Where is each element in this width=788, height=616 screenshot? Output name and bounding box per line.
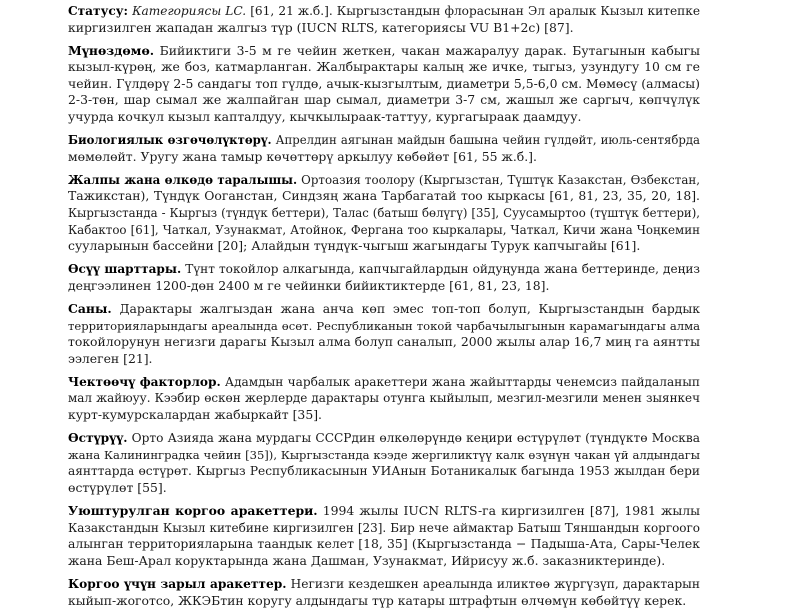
text-span: Адамдын чарбалык аракеттери жана жайыттарды ченемсиз пайдаланып xyxy=(220,374,700,389)
text-line: аянттарда өстүрөт. Кыргыз Республикасынын УИАнын Ботаникалык багында 1953 жылдан бери xyxy=(68,464,700,479)
section-heading: Статусу: xyxy=(68,4,128,18)
section-biology xyxy=(68,132,700,165)
text-line xyxy=(68,172,700,189)
section-population xyxy=(68,301,700,367)
text-span: Ортоазия тоолору (Кыргызстан, Түштүк Казакстан, Өзбекстан, xyxy=(297,172,700,187)
section-protection-measures xyxy=(68,503,700,569)
section-description xyxy=(68,43,700,126)
text-line: курт-кумурскалардан жабыркайт [35]. xyxy=(68,407,322,423)
section-heading: Уюштурулган коргоо аракеттери. xyxy=(68,503,318,519)
section-growth-conditions xyxy=(68,261,700,294)
text-span: Дарактары жалгыздан жана анча көп эмес топ-топ болуп, Кыргызстандын бардык xyxy=(111,301,700,316)
text-line xyxy=(68,503,700,520)
document-page xyxy=(68,3,700,616)
text-line: учурда кочкул кызыл капталдуу, кычкылыраак-таттуу, кургагыраак даамдуу. xyxy=(68,109,582,125)
text-line xyxy=(68,301,700,318)
section-heading: Чектөөчү факторлор. xyxy=(68,374,221,389)
text-span: Негизги кездешкен ареалында иликтөө жүргүзүп, дарактарын xyxy=(286,576,700,591)
text-span: 1994 жылы IUCN RLTS-га киргизилген [87], 1981 жылы xyxy=(317,503,700,519)
section-heading: Жалпы жана өлкөдө таралышы. xyxy=(68,172,298,187)
section-required-actions xyxy=(68,576,700,609)
text-line: мал жайюуу. Кээбир өскөн жерлерде дарактары отунга кыйылып, мезгил-мезгили менен зыянкеч xyxy=(68,391,700,406)
section-heading: Саны. xyxy=(68,301,112,316)
section-cultivation xyxy=(68,430,700,496)
text-line: жана Беш-Арал коруктарында жана Дашман, Узунакмат, Ийрисуу ж.б. заказниктеринде). xyxy=(68,552,666,568)
text-line: Казакстандын Кызыл китебине киргизилген [23]. Бир нече аймактар Батыш Тяншандын коргоого xyxy=(68,520,700,535)
text-line: кыйып-жоготсо, ЖКЭБтин коругу алдындагы түр катары штрафтын өлчөмүн көбөйтүү керек. xyxy=(68,592,687,608)
section-heading: Биологиялык өзгөчөлүктөрү. xyxy=(68,133,272,148)
text-line xyxy=(68,3,700,20)
section-distribution xyxy=(68,172,700,255)
text-line: деңгээлинен 1200-дөн 2400 м ге чейинки бийиктиктерде [61, 81, 23, 18]. xyxy=(68,277,550,293)
text-line: ээлеген [21]. xyxy=(68,350,153,366)
section-heading: Коргоо үчүн зарыл аракеттер. xyxy=(68,576,287,591)
section-heading: Мүнөздөмө. xyxy=(68,42,155,58)
text-span: Орто Азияда жана мурдагы СССРдин өлкөлөрүндө кеңири өстүрүлөт (түндүктө Москва xyxy=(127,431,700,446)
text-line: өстүрүлөт [55]. xyxy=(68,479,167,495)
text-line: чейин. Гүлдөрү 2-5 сандагы топ гүлдө, ачык-кызгылтым, диаметри 5,5-6,0 см. Мөмөсү (алмасы) xyxy=(68,75,700,91)
section-status xyxy=(68,3,700,36)
text-line: территорияларындагы ареалында өсөт. Республиканын токой чарбачылыгынын карамагындагы алма xyxy=(68,318,700,333)
text-span: [61, 21 ж.б.]. Кыргызстандын флорасынан Эл аралык Кызыл китепке xyxy=(246,4,700,18)
text-line: токойлорунун негизги дарагы Кызыл алма болуп саналып, 2000 жылы алар 16,7 миң га аянтты xyxy=(68,334,700,350)
text-span: Түнт токойлор алкагында, капчыгайлардын ойдуңунда жана беттеринде, деңиз xyxy=(181,262,700,277)
section-heading: Өсүү шарттары. xyxy=(68,262,182,277)
text-line: алынган территорияларына таандык келет [18, 35] (Кыргызстанда − Падыша-Ата, Сары-Челек xyxy=(68,536,700,552)
text-line: кызыл-күрөң, же боз, катмарланган. Жалбырактары калың же ичке, тыгыз, узундугу 10 см ге xyxy=(68,59,700,75)
text-line: сууларынын бассейни [20]; Алайдын түндүк-чыгыш жагындагы Турук капчыгайы [61]. xyxy=(68,238,641,254)
text-line: Тажикстан), Түндүк Ооганстан, Синдзяң жана Тарбагатай тоо кыркасы [61, 81, 23, 35, 20, 18]. xyxy=(68,188,700,204)
text-span: Апрелдин аягынан майдын башына чейин гүлдөйт, июль-сентябрда xyxy=(271,133,700,148)
text-line: киргизилген жападан жалгыз түр (IUCN RLTS, категориясы VU B1+2c) [87]. xyxy=(68,19,574,35)
text-line: Кыргызстанда - Кыргыз (түндүк беттери), Талас (батыш бөлүгү) [35], Суусамыртоо (түштүк беттери), xyxy=(68,206,700,221)
text-line: Кабактоо [61], Чаткал, Узунакмат, Атойнок, Фергана тоо кыркалары, Чаткал, Кичи жана Чоңкемин xyxy=(68,222,700,237)
text-line: мөмөлөйт. Уругу жана тамыр көчөттөрү аркылуу көбөйөт [61, 55 ж.б.]. xyxy=(68,148,537,164)
text-line xyxy=(68,43,700,60)
section-limiting-factors xyxy=(68,374,700,424)
text-line xyxy=(68,261,700,278)
text-line xyxy=(68,132,700,149)
text-line: 2-3-төн, шар сымал же жалпайган шар сымал, диаметри 3-7 см, жашыл же саргыч, көпчүлүк xyxy=(68,92,700,108)
text-line xyxy=(68,576,700,593)
text-line xyxy=(68,430,700,447)
text-line xyxy=(68,374,700,391)
status-category: Категориясы LC. xyxy=(132,4,247,18)
text-line: жана Калининградка чейин [35]), Кыргызстанда кээде жергиликтүү калк өзүнүн чакан үй алдындагы xyxy=(68,447,700,462)
text-span: Бийиктиги 3-5 м ге чейин жеткен, чакан мажаралуу дарак. Бутагынын кабыгы xyxy=(154,42,700,58)
section-heading: Өстүрүү. xyxy=(68,431,128,446)
